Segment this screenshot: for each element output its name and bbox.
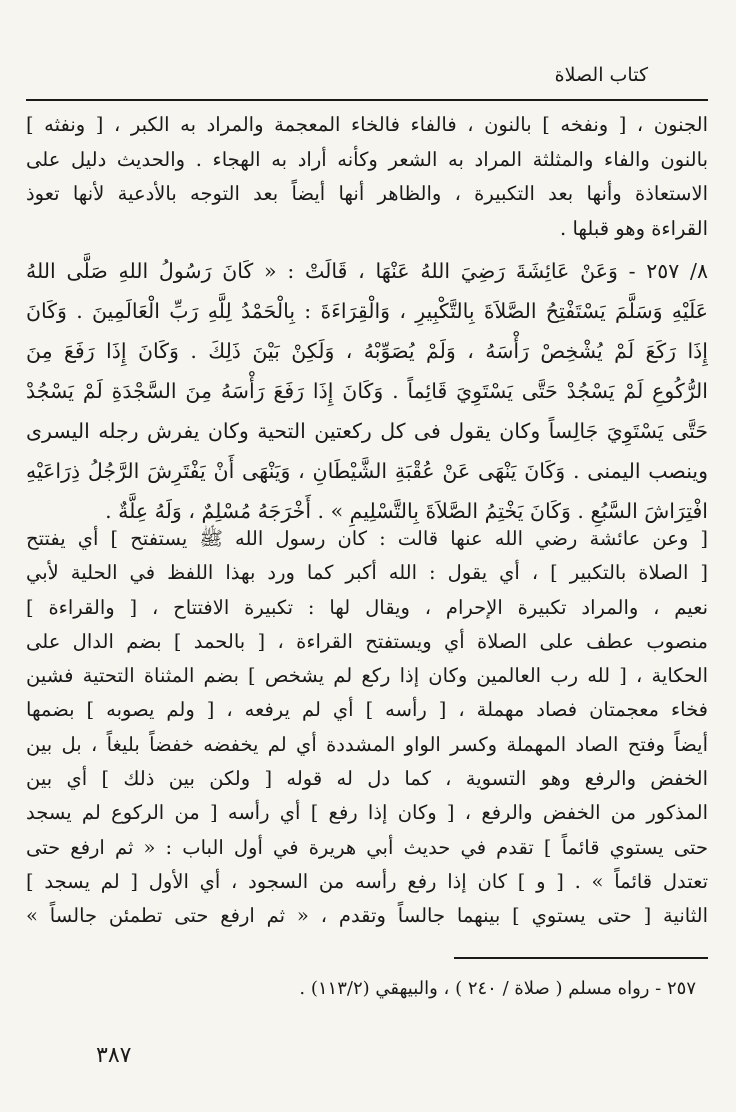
hadith-text <box>26 251 708 531</box>
hadith-line: ٨/ ٢٥٧ - وَعَنْ عَائِشَةَ رَضِيَ اللهُ عَنْهَا ، قَالَتْ : « كَانَ رَسُولُ اللهِ صَلَّى اللهُ <box>26 259 708 283</box>
hadith-line: حَتَّى يَسْتَوِيَ جَالِساً وكان يقول فى كل ركعتين التحية وكان يفرش رجله اليسرى <box>26 419 708 443</box>
commentary-line: المذكور من الخفض والرفع ، [ وكان إذا رفع ] أي رأسه [ من الركوع لم يسجد <box>26 801 708 825</box>
intro-line: الجنون ، [ ونفخه ] بالنون ، فالفاء فالخاء المعجمة والمراد به الكبر ، [ ونفثه ] <box>26 113 708 136</box>
commentary-line: الخفض والرفع وهو التسوية ، كما دل له قوله [ ولكن بين ذلك ] أي بين <box>26 767 708 791</box>
commentary-line: [ وعن عائشة رضي الله عنها قالت : كان رسول الله ﷺ يستفتح ] أي يفتتح <box>26 527 708 550</box>
intro-line: الاستعاذة وأنها بعد التكبيرة ، والظاهر أنها أيضاً بعد التوجه بالأدعية لأنها تعوذ <box>26 182 708 205</box>
header-divider <box>26 99 708 101</box>
commentary-line: الثانية [ حتى يستوي ] بينهما جالساً وتقدم ، « ثم ارفع حتى تطمئن جالساً » <box>26 904 708 928</box>
commentary-line: منصوب عطف على الصلاة أي ويستفتح القراءة ، [ بالحمد ] بضم الدال على <box>26 629 708 653</box>
commentary-line: نعيم ، والمراد تكبيرة الإحرام ، ويقال لها : تكبيرة الافتتاح ، [ والقراءة ] <box>26 595 708 619</box>
hadith-line: وينصب اليمنى . وَكَانَ يَنْهَى عَنْ عُقْبَةِ الشَّيْطَانِ ، وَيَنْهَى أَنْ يَفْتَرِشَ الرَّجُلُ ذِرَاعَيْهِ <box>26 459 708 483</box>
intro-line: القراءة وهو قبلها . <box>560 216 708 240</box>
page-number: ٣٨٧ <box>96 1043 132 1068</box>
hadith-line: افْتِرَاشَ السَّبُعِ . وَكَانَ يَخْتِمُ الصَّلاَةَ بِالتَّسْلِيمِ » . أَخْرَجَهُ مُسْلِمٌ ، وَلَهُ عِلَّةٌ . <box>105 499 708 523</box>
commentary-text <box>26 522 708 934</box>
commentary-line: تعتدل قائماً » . [ و ] كان إذا رفع رأسه من السجود ، أي الأول [ لم يسجد ] <box>26 869 708 893</box>
hadith-line: عَلَيْهِ وَسَلَّمَ يَسْتَفْتِحُ الصَّلاَةَ بِالتَّكْبِيرِ ، وَالْقِرَاءَةَ : بِالْحَمْدُ لِلَّهِ رَبِّ الْعَالَمِينَ . وَكَانَ <box>26 299 708 323</box>
footnote-divider <box>454 957 708 959</box>
commentary-line: أيضاً وفتح الصاد المهملة وكسر الواو المشددة أي لم يخفضه خفضاً بليغاً ، بل بين <box>26 732 708 756</box>
hadith-line: الرُّكُوعِ لَمْ يَسْجُدْ حَتَّى يَسْتَوِيَ قَائِماً . وَكَانَ إِذَا رَفَعَ رَأْسَهُ مِنَ السَّجْدَةِ لَمْ يَسْجُدْ <box>26 379 708 403</box>
intro-line: بالنون والفاء والمثلثة المراد به الشعر وكأنه أراد به الهجاء . والحديث دليل على <box>26 147 708 171</box>
intro-paragraph <box>26 108 708 246</box>
commentary-line: الحكاية ، [ لله رب العالمين وكان إذا ركع لم يشخص ] بضم المثناة التحتية فشين <box>26 664 708 688</box>
footnote: ٢٥٧ - رواه مسلم ( صلاة / ٢٤٠ ) ، والبيهقي (١١٣/٢) . <box>299 978 696 999</box>
hadith-line: إِذَا رَكَعَ لَمْ يُشْخِصْ رَأْسَهُ ، وَلَمْ يُصَوِّبْهُ ، وَلَكِنْ بَيْنَ ذَلِكَ . وَكَانَ إِذَا رَفَعَ مِنَ <box>26 339 708 363</box>
commentary-line: حتى يستوي قائماً ] تقدم في حديث أبي هريرة في أول الباب : « ثم ارفع حتى <box>26 835 708 859</box>
running-header: كتاب الصلاة <box>554 64 648 86</box>
commentary-line: فخاء معجمتان فصاد مهملة ، [ رأسه ] أي لم يرفعه ، [ ولم يصوبه ] بضمها <box>26 698 708 722</box>
commentary-line: [ الصلاة بالتكبير ] ، أي يقول : الله أكبر كما ورد بهذا اللفظ في الحلية لأبي <box>26 561 708 585</box>
